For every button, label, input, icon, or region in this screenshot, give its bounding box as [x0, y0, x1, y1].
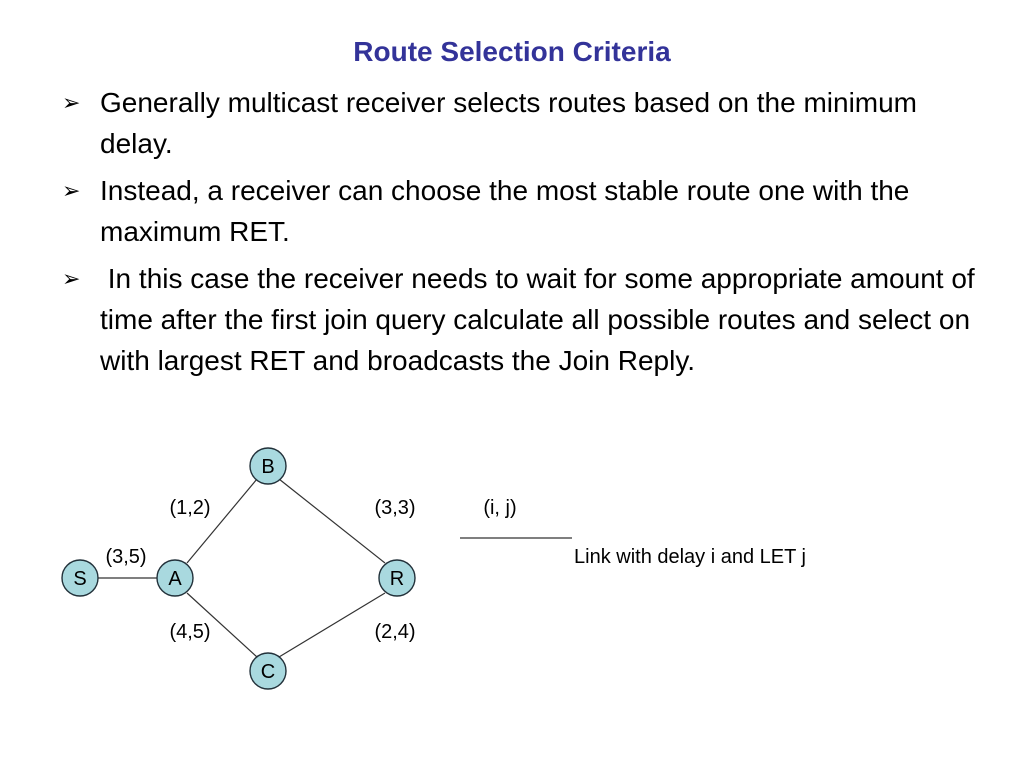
- legend-description: Link with delay i and LET j: [574, 546, 806, 568]
- node-c-label: C: [260, 661, 276, 683]
- node-b: [250, 448, 286, 484]
- edge-a-b: [187, 479, 257, 563]
- edge-label-a-b: (1,2): [169, 497, 211, 519]
- node-b-label: B: [261, 456, 275, 478]
- edge-c-r: [279, 593, 385, 657]
- node-a: [157, 560, 193, 596]
- edge-b-r: [279, 479, 385, 563]
- bullet-text: Instead, a receiver can choose the most stable route one with the maximum RET.: [100, 175, 910, 247]
- node-c: [250, 653, 286, 689]
- edge-label-s-a: (3,5): [105, 546, 147, 568]
- slide-title: Route Selection Criteria: [353, 36, 671, 67]
- arrow-bullet-icon: ➢: [62, 266, 81, 291]
- legend-sample-label: (i, j): [483, 497, 517, 519]
- edge-label-c-r: (2,4): [374, 621, 416, 643]
- edge-label-a-c: (4,5): [169, 621, 211, 643]
- edge-label-b-r: (3,3): [374, 497, 416, 519]
- node-a-label: A: [168, 568, 182, 590]
- node-r: [379, 560, 415, 596]
- bullet-text: Generally multicast receiver selects routes based on the minimum delay.: [100, 87, 918, 159]
- bullet-text: In this case the receiver needs to wait for some appropriate amount of time after the first join query calculate all possible routes and select on with largest RET and broadcasts the Join Reply.: [100, 263, 983, 376]
- node-s: [62, 560, 98, 596]
- arrow-bullet-icon: ➢: [62, 178, 81, 203]
- node-r-label: R: [389, 568, 405, 590]
- node-s-label: S: [73, 568, 87, 590]
- arrow-bullet-icon: ➢: [62, 90, 81, 115]
